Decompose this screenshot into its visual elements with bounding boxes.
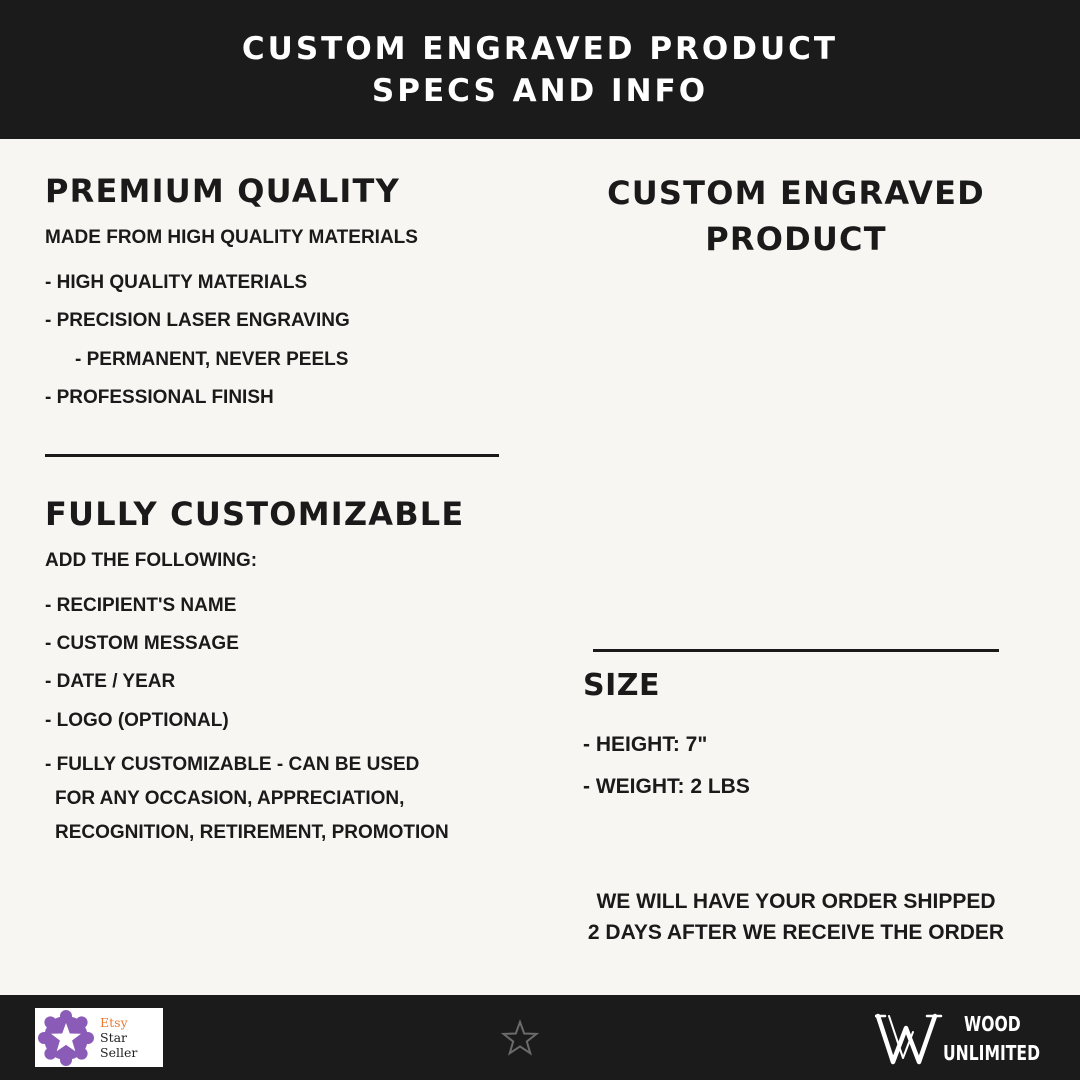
star-outline-icon bbox=[500, 1018, 540, 1058]
product-title-line2: PRODUCT bbox=[705, 220, 887, 258]
logo-unlimited-label: UNLIMITED bbox=[943, 1041, 1041, 1065]
custom-note-line1: - FULLY CUSTOMIZABLE - CAN BE USED bbox=[45, 754, 420, 775]
custom-occasion-note bbox=[45, 748, 505, 850]
custom-item-message: - CUSTOM MESSAGE bbox=[45, 633, 239, 654]
badge-etsy-label: Etsy bbox=[100, 1015, 128, 1030]
badge-text bbox=[100, 1015, 163, 1060]
left-column bbox=[45, 170, 505, 850]
size-weight: - WEIGHT: 2 LBS bbox=[583, 775, 750, 798]
product-title-line1: CUSTOM ENGRAVED bbox=[607, 174, 985, 212]
premium-quality-subtitle: MADE FROM HIGH QUALITY MATERIALS bbox=[45, 227, 418, 248]
custom-item-logo: - LOGO (OPTIONAL) bbox=[45, 710, 229, 731]
shipping-notice bbox=[560, 886, 1032, 948]
size-heading: SIZE bbox=[583, 668, 661, 703]
custom-note-line2: FOR ANY OCCASION, APPRECIATION, bbox=[55, 788, 405, 809]
premium-item-materials: - HIGH QUALITY MATERIALS bbox=[45, 272, 308, 293]
section-divider bbox=[45, 454, 499, 457]
premium-item-laser: - PRECISION LASER ENGRAVING bbox=[45, 310, 350, 331]
wood-unlimited-w-logo-icon bbox=[875, 1008, 943, 1070]
size-divider bbox=[593, 649, 999, 652]
product-title bbox=[560, 170, 1032, 262]
custom-item-name: - RECIPIENT'S NAME bbox=[45, 595, 237, 616]
shipping-line2: 2 DAYS AFTER WE RECEIVE THE ORDER bbox=[587, 921, 1005, 944]
premium-quality-heading: PREMIUM QUALITY bbox=[45, 172, 400, 210]
logo-wood-label: WOOD bbox=[964, 1012, 1021, 1036]
size-height: - HEIGHT: 7" bbox=[583, 733, 708, 756]
custom-note-line3: RECOGNITION, RETIREMENT, PROMOTION bbox=[55, 822, 449, 843]
premium-item-permanent: - PERMANENT, NEVER PEELS bbox=[75, 349, 349, 370]
premium-item-finish: - PROFESSIONAL FINISH bbox=[45, 387, 274, 408]
custom-item-date: - DATE / YEAR bbox=[45, 671, 176, 692]
wood-unlimited-logo bbox=[875, 1008, 1055, 1072]
etsy-star-seller-badge bbox=[35, 1008, 163, 1067]
shipping-line1: WE WILL HAVE YOUR ORDER SHIPPED bbox=[596, 890, 996, 913]
fully-customizable-subtitle: ADD THE FOLLOWING: bbox=[45, 550, 258, 571]
header-title-line1: CUSTOM ENGRAVED PRODUCT bbox=[241, 30, 839, 67]
fully-customizable-heading: FULLY CUSTOMIZABLE bbox=[45, 495, 465, 533]
badge-star-seller-label: Star Seller bbox=[100, 1030, 138, 1060]
header-title-line2: SPECS AND INFO bbox=[371, 72, 709, 109]
etsy-star-seller-badge-icon bbox=[37, 1009, 95, 1067]
header-banner bbox=[0, 0, 1080, 139]
